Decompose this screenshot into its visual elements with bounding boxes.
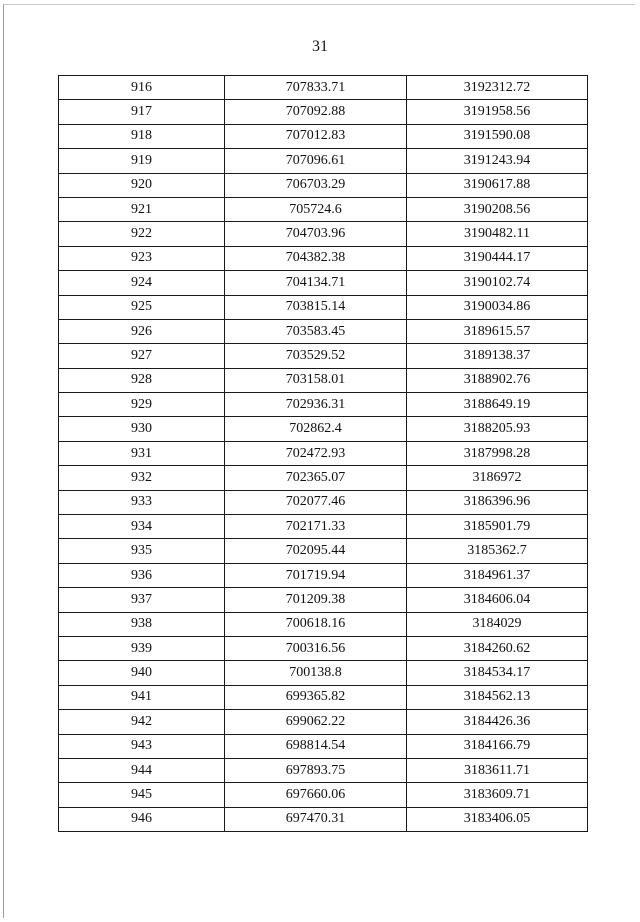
x-coordinate-cell: 700138.8 [225,661,407,685]
point-number-cell: 929 [59,393,225,417]
x-coordinate-cell: 707833.71 [225,76,407,100]
point-number-cell: 945 [59,783,225,807]
y-coordinate-cell: 3188902.76 [407,368,588,392]
table-row [59,685,588,709]
table-row [59,100,588,124]
y-coordinate-cell: 3191958.56 [407,100,588,124]
point-number-cell: 940 [59,661,225,685]
y-coordinate-cell: 3184606.04 [407,588,588,612]
point-number-cell: 927 [59,344,225,368]
point-number-cell: 946 [59,807,225,831]
table-row [59,539,588,563]
table-row [59,124,588,148]
point-number-cell: 921 [59,197,225,221]
x-coordinate-cell: 697470.31 [225,807,407,831]
table-row [59,417,588,441]
x-coordinate-cell: 701719.94 [225,563,407,587]
x-coordinate-cell: 703529.52 [225,344,407,368]
point-number-cell: 918 [59,124,225,148]
coordinate-table-body [59,76,588,832]
table-row [59,344,588,368]
coordinate-table [58,75,588,832]
y-coordinate-cell: 3183609.71 [407,783,588,807]
table-row [59,807,588,831]
point-number-cell: 922 [59,222,225,246]
x-coordinate-cell: 702936.31 [225,393,407,417]
table-row [59,319,588,343]
y-coordinate-cell: 3191243.94 [407,149,588,173]
table-row [59,588,588,612]
x-coordinate-cell: 701209.38 [225,588,407,612]
y-coordinate-cell: 3184562.13 [407,685,588,709]
point-number-cell: 934 [59,515,225,539]
x-coordinate-cell: 699062.22 [225,710,407,734]
point-number-cell: 931 [59,441,225,465]
table-row [59,441,588,465]
point-number-cell: 936 [59,563,225,587]
table-row [59,563,588,587]
table-row [59,222,588,246]
table-row [59,393,588,417]
y-coordinate-cell: 3191590.08 [407,124,588,148]
y-coordinate-cell: 3188649.19 [407,393,588,417]
table-row [59,466,588,490]
table-row [59,173,588,197]
table-row [59,271,588,295]
y-coordinate-cell: 3185901.79 [407,515,588,539]
y-coordinate-cell: 3184961.37 [407,563,588,587]
y-coordinate-cell: 3190482.11 [407,222,588,246]
x-coordinate-cell: 707012.83 [225,124,407,148]
y-coordinate-cell: 3186972 [407,466,588,490]
point-number-cell: 928 [59,368,225,392]
point-number-cell: 916 [59,76,225,100]
y-coordinate-cell: 3188205.93 [407,417,588,441]
point-number-cell: 923 [59,246,225,270]
table-row [59,661,588,685]
x-coordinate-cell: 705724.6 [225,197,407,221]
point-number-cell: 939 [59,636,225,660]
x-coordinate-cell: 698814.54 [225,734,407,758]
point-number-cell: 944 [59,758,225,782]
point-number-cell: 937 [59,588,225,612]
table-row [59,76,588,100]
point-number-cell: 917 [59,100,225,124]
x-coordinate-cell: 702171.33 [225,515,407,539]
table-row [59,490,588,514]
point-number-cell: 919 [59,149,225,173]
point-number-cell: 932 [59,466,225,490]
x-coordinate-cell: 700316.56 [225,636,407,660]
x-coordinate-cell: 702862.4 [225,417,407,441]
table-row [59,758,588,782]
x-coordinate-cell: 702472.93 [225,441,407,465]
x-coordinate-cell: 700618.16 [225,612,407,636]
x-coordinate-cell: 699365.82 [225,685,407,709]
y-coordinate-cell: 3184029 [407,612,588,636]
x-coordinate-cell: 703815.14 [225,295,407,319]
y-coordinate-cell: 3185362.7 [407,539,588,563]
page-number: 31 [312,38,328,55]
table-row [59,515,588,539]
table-row [59,636,588,660]
point-number-cell: 930 [59,417,225,441]
point-number-cell: 938 [59,612,225,636]
point-number-cell: 933 [59,490,225,514]
x-coordinate-cell: 702095.44 [225,539,407,563]
y-coordinate-cell: 3184426.36 [407,710,588,734]
table-row [59,710,588,734]
x-coordinate-cell: 703158.01 [225,368,407,392]
x-coordinate-cell: 706703.29 [225,173,407,197]
point-number-cell: 925 [59,295,225,319]
point-number-cell: 942 [59,710,225,734]
table-row [59,246,588,270]
y-coordinate-cell: 3184166.79 [407,734,588,758]
y-coordinate-cell: 3186396.96 [407,490,588,514]
x-coordinate-cell: 703583.45 [225,319,407,343]
table-row [59,368,588,392]
table-row [59,295,588,319]
x-coordinate-cell: 704134.71 [225,271,407,295]
x-coordinate-cell: 707092.88 [225,100,407,124]
x-coordinate-cell: 697660.06 [225,783,407,807]
table-row [59,734,588,758]
point-number-cell: 920 [59,173,225,197]
y-coordinate-cell: 3189138.37 [407,344,588,368]
y-coordinate-cell: 3183611.71 [407,758,588,782]
point-number-cell: 926 [59,319,225,343]
table-row [59,149,588,173]
point-number-cell: 943 [59,734,225,758]
x-coordinate-cell: 707096.61 [225,149,407,173]
y-coordinate-cell: 3190102.74 [407,271,588,295]
point-number-cell: 924 [59,271,225,295]
y-coordinate-cell: 3183406.05 [407,807,588,831]
y-coordinate-cell: 3184260.62 [407,636,588,660]
y-coordinate-cell: 3190444.17 [407,246,588,270]
y-coordinate-cell: 3190034.86 [407,295,588,319]
x-coordinate-cell: 697893.75 [225,758,407,782]
point-number-cell: 935 [59,539,225,563]
y-coordinate-cell: 3189615.57 [407,319,588,343]
x-coordinate-cell: 702365.07 [225,466,407,490]
table-row [59,783,588,807]
table-row [59,612,588,636]
table-row [59,197,588,221]
x-coordinate-cell: 704703.96 [225,222,407,246]
y-coordinate-cell: 3192312.72 [407,76,588,100]
x-coordinate-cell: 702077.46 [225,490,407,514]
x-coordinate-cell: 704382.38 [225,246,407,270]
y-coordinate-cell: 3190208.56 [407,197,588,221]
y-coordinate-cell: 3187998.28 [407,441,588,465]
point-number-cell: 941 [59,685,225,709]
y-coordinate-cell: 3184534.17 [407,661,588,685]
y-coordinate-cell: 3190617.88 [407,173,588,197]
